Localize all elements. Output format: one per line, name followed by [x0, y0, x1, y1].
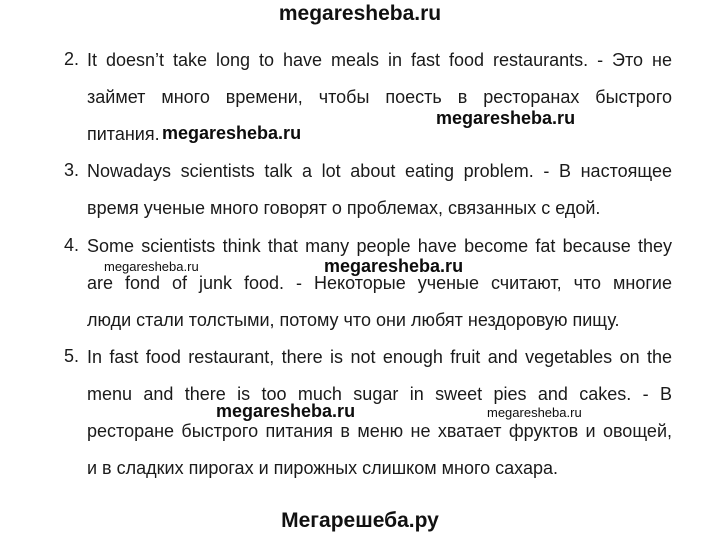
item-text-line: menu and there is too much sugar in sweet pies and cakes. - В: [87, 384, 672, 404]
watermark: megaresheba.ru: [324, 256, 464, 276]
site-footer: Мегарешеба.ру: [281, 509, 439, 532]
item-text-line: It doesn’t take long to have meals in fast food restaurants. - Это не: [87, 50, 672, 70]
item-text-line: займет много времени, чтобы поесть в ресторанах быстрого: [87, 87, 672, 107]
watermark: megaresheba.ru: [216, 401, 356, 421]
item-number: 3.: [64, 160, 80, 180]
item-text-line: Nowadays scientists talk a lot about eating problem. - В настоящее: [87, 161, 672, 181]
item-text-line: люди стали толстыми, потому что они любят нездоровую пищу.: [87, 310, 620, 330]
item-text-line: и в сладких пирогах и пирожных слишком много сахара.: [87, 458, 558, 478]
item-text-line: In fast food restaurant, there is not enough fruit and vegetables on the: [87, 347, 672, 367]
watermark: megaresheba.ru: [162, 123, 302, 143]
item-number: 2.: [64, 49, 80, 69]
watermark: megaresheba.ru: [487, 405, 582, 420]
item-text-line: время ученые много говорят о проблемах, связанных с едой.: [87, 198, 601, 218]
site-header: megaresheba.ru: [278, 2, 442, 25]
item-number: 4.: [64, 235, 80, 255]
item-text-line: Some scientists think that many people have become fat because they: [87, 236, 672, 256]
watermark: megaresheba.ru: [436, 108, 576, 128]
item-text-line: питания.: [87, 124, 160, 144]
item-number: 5.: [64, 346, 80, 366]
item-text-line: ресторане быстрого питания в меню не хватает фруктов и овощей,: [87, 421, 672, 441]
watermark: megaresheba.ru: [104, 259, 199, 274]
item-text-line: are fond of junk food. - Некоторые ученые считают, что многие: [87, 273, 672, 293]
